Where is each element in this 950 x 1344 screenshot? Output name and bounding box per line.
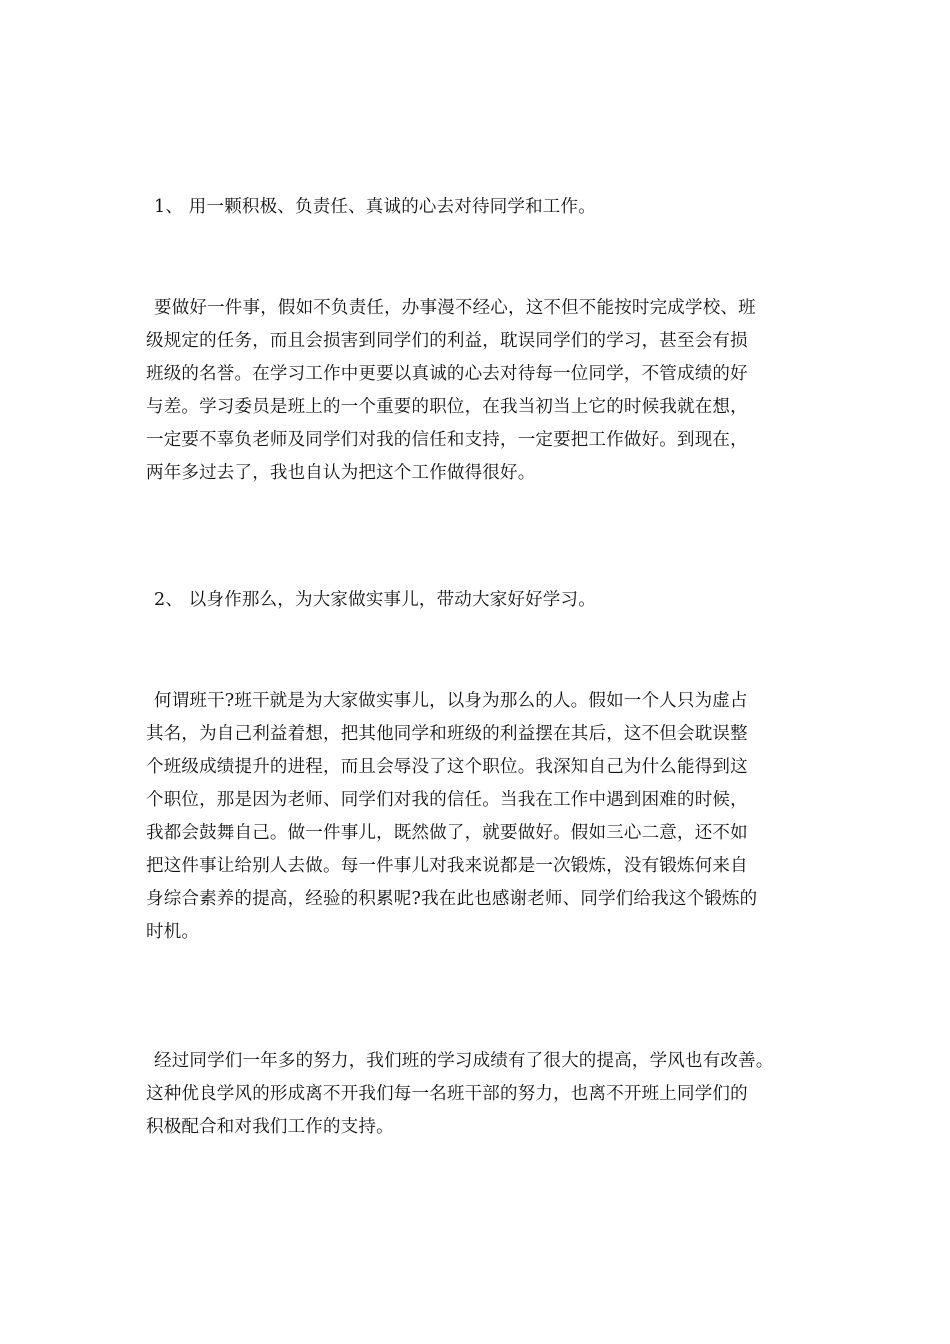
paragraph-line: 一定要不辜负老师及同学们对我的信任和支持，一定要把工作做好。到现在，	[146, 430, 748, 450]
section-2-heading	[146, 584, 826, 617]
heading-text: 2、 以身作那么，为大家做实事儿，带动大家好好学习。	[154, 590, 596, 610]
paragraph-line: 把这件事让给别人去做。每一件事儿对我来说都是一次锻炼，没有锻炼何来自	[146, 856, 748, 876]
paragraph-line: 身综合素养的提高，经验的积累呢?我在此也感谢老师、同学们给我这个锻炼的	[146, 889, 758, 909]
paragraph-line: 要做好一件事，假如不负责任，办事漫不经心，这不但不能按时完成学校、班	[154, 298, 756, 318]
paragraph-line: 积极配合和对我们工作的支持。	[146, 1117, 394, 1137]
paragraph-line: 级规定的任务，而且会损害到同学们的利益，耽误同学们的学习，甚至会有损	[146, 331, 748, 351]
closing-paragraph	[146, 1045, 846, 1144]
paragraph-line: 个班级成绩提升的进程，而且会辱没了这个职位。我深知自己为什么能得到这	[146, 757, 748, 777]
paragraph-line: 与差。学习委员是班上的一个重要的职位，在我当初当上它的时候我就在想，	[146, 397, 748, 417]
section-2-paragraph	[146, 685, 826, 949]
paragraph-line: 班级的名誉。在学习工作中更要以真诚的心去对待每一位同学，不管成绩的好	[146, 364, 748, 384]
section-1-heading	[146, 191, 826, 224]
paragraph-line: 经过同学们一年多的努力，我们班的学习成绩有了很大的提高，学风也有改善。	[154, 1051, 774, 1071]
paragraph-line: 我都会鼓舞自己。做一件事儿，既然做了，就要做好。假如三心二意，还不如	[146, 823, 748, 843]
paragraph-line: 时机。	[146, 922, 200, 942]
paragraph-line: 个职位，那是因为老师、同学们对我的信任。当我在工作中遇到困难的时候，	[146, 790, 748, 810]
paragraph-line: 何谓班干?班干就是为大家做实事儿，以身为那么的人。假如一个人只为虚占	[154, 691, 748, 711]
paragraph-line: 两年多过去了，我也自认为把这个工作做得很好。	[146, 463, 536, 483]
paragraph-line: 其名，为自己利益着想，把其他同学和班级的利益摆在其后，这不但会耽误整	[146, 724, 748, 744]
heading-text: 1、 用一颗积极、负责任、真诚的心去对待同学和工作。	[154, 197, 596, 217]
paragraph-line: 这种优良学风的形成离不开我们每一名班干部的努力，也离不开班上同学们的	[146, 1084, 748, 1104]
section-1-paragraph	[146, 292, 826, 490]
